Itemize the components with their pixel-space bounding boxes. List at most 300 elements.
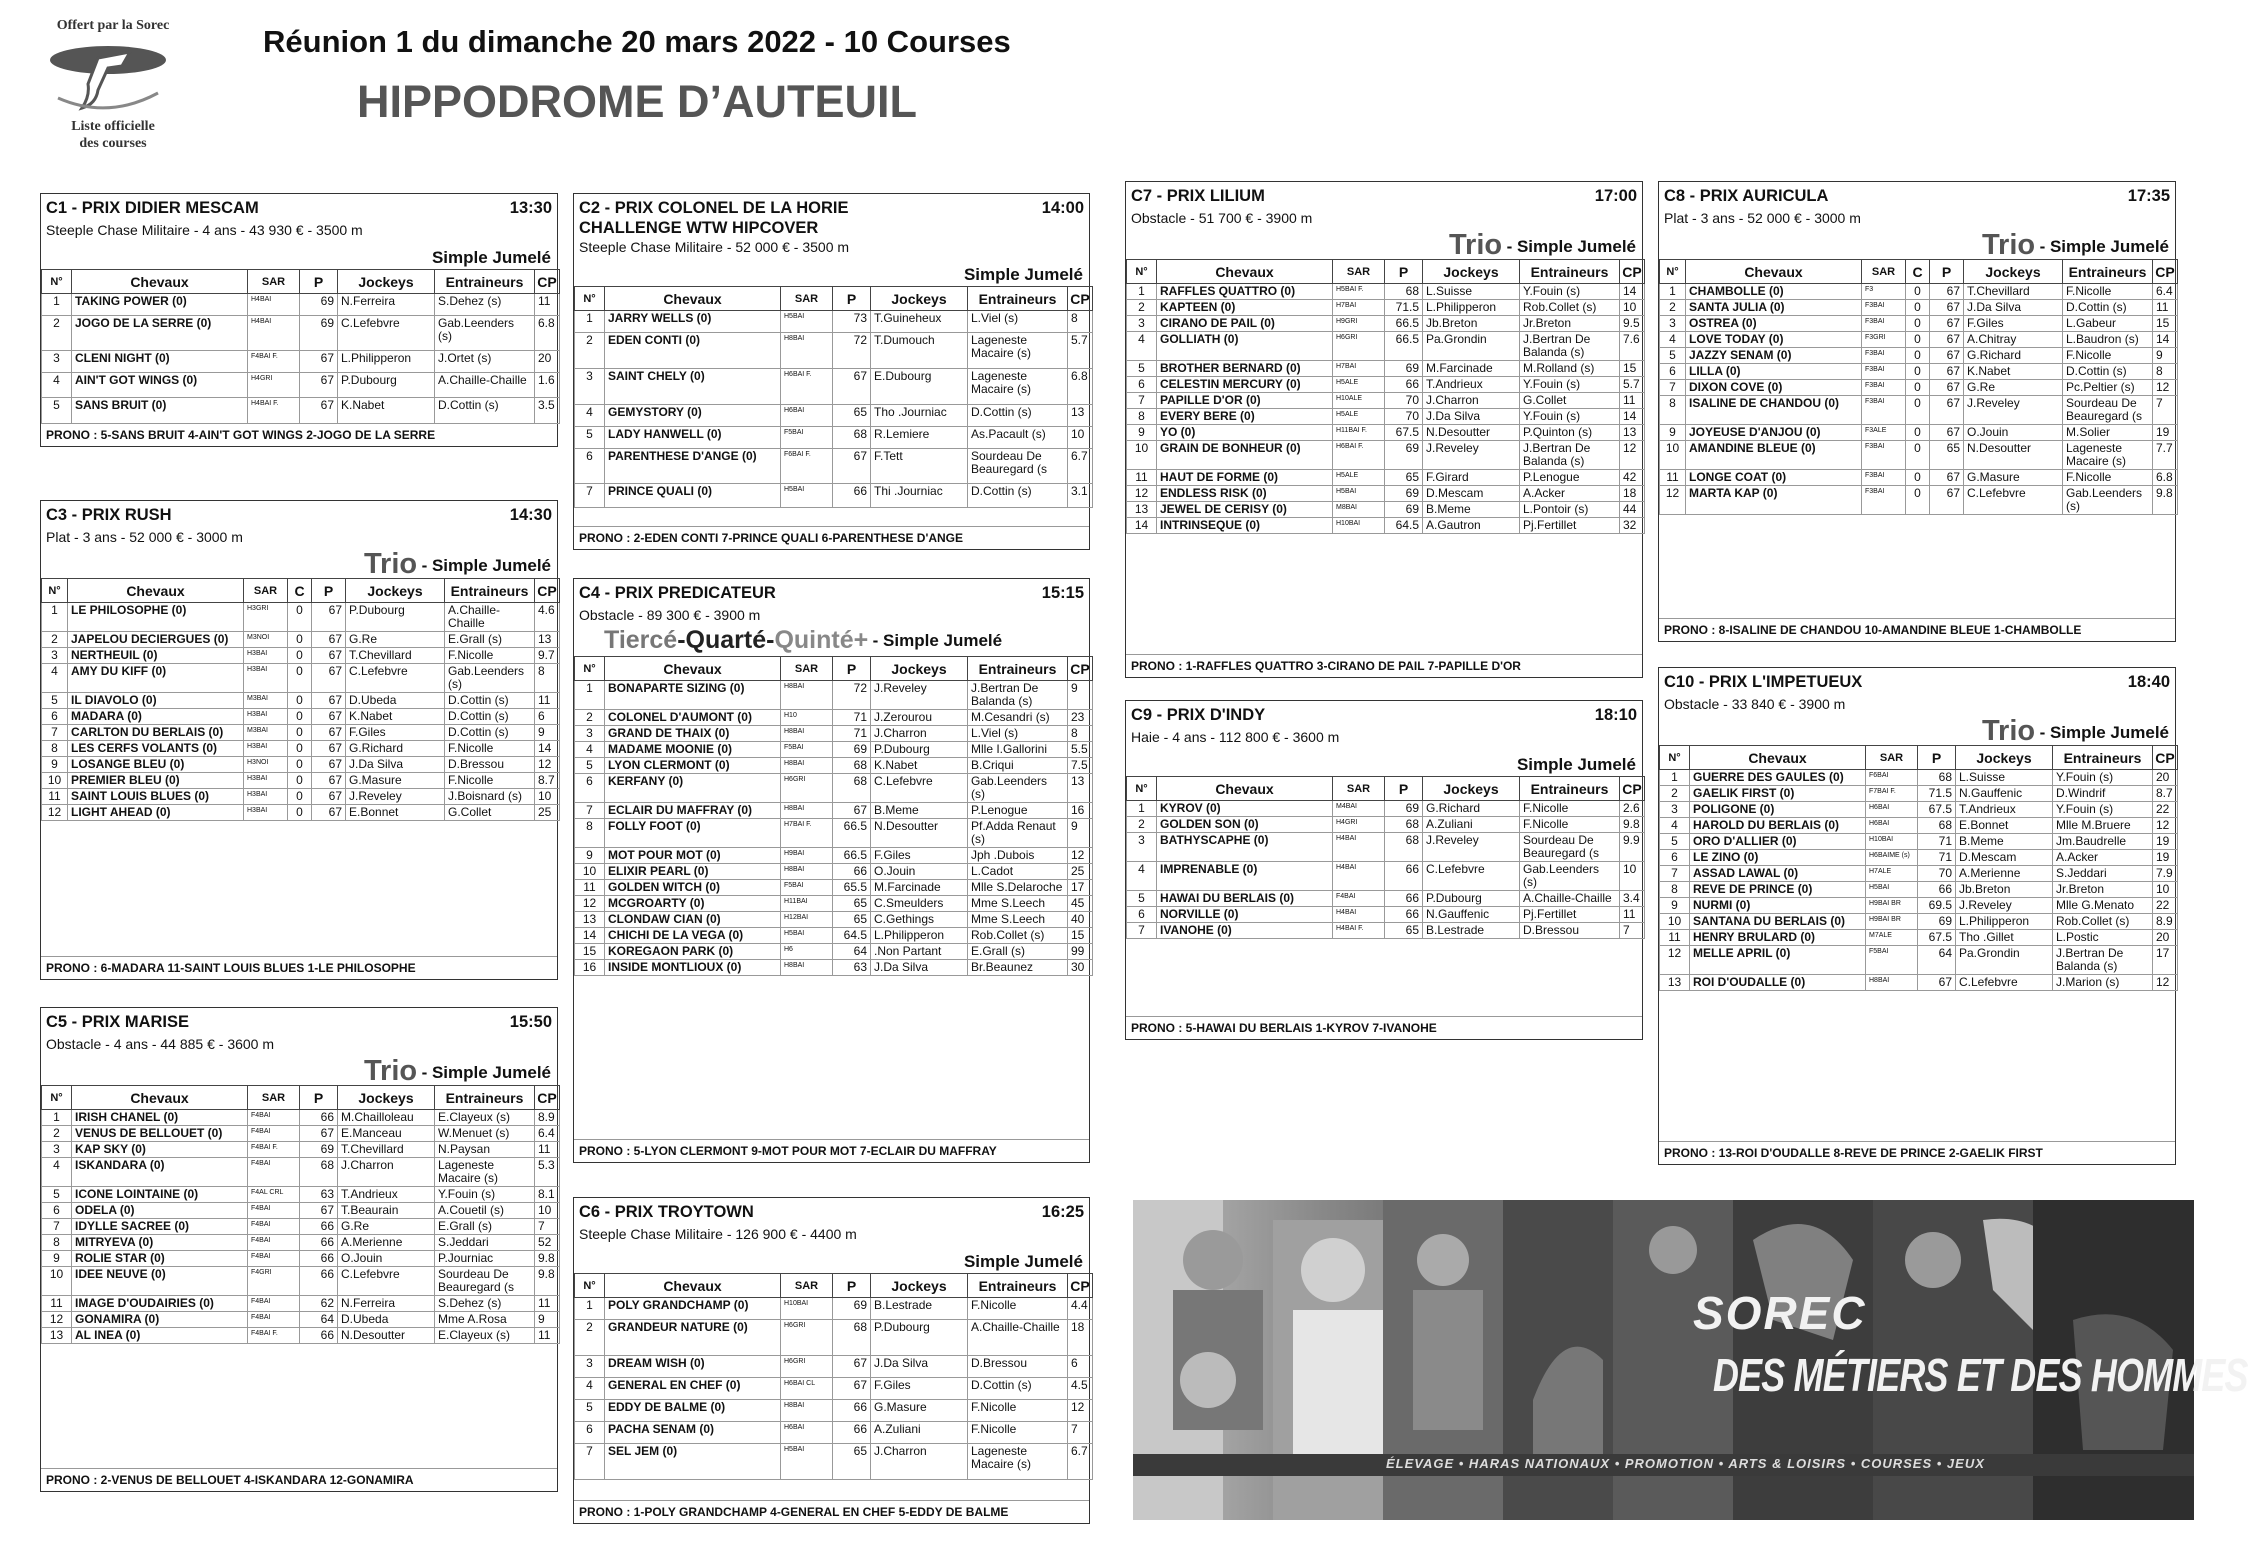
- trainer: F.Nicolle: [445, 741, 535, 757]
- sar-code: H6BAI F.: [781, 369, 833, 405]
- runner-number: 3: [42, 351, 72, 373]
- jockey: M.Farcinade: [1423, 361, 1520, 377]
- trainer: F.Nicolle: [2063, 470, 2153, 486]
- bet-types: [574, 1245, 1089, 1273]
- col-header-j: Jockeys: [338, 1086, 435, 1110]
- runner-row: [575, 1444, 1093, 1480]
- race-description: Obstacle - 4 ans - 44 885 € - 3600 m: [46, 1036, 275, 1052]
- runner-number: 10: [1127, 441, 1157, 470]
- race-name-line-2: CHALLENGE WTW HIPCOVER: [579, 219, 819, 237]
- sar-code: H6: [781, 944, 833, 960]
- c-value: 0: [288, 632, 312, 648]
- horse-name: BROTHER BERNARD (0): [1157, 361, 1333, 377]
- weight: 68: [833, 758, 871, 774]
- col-header-cp: CP: [535, 1086, 560, 1110]
- jockey: A.Chitray: [1964, 332, 2063, 348]
- runner-number: 14: [575, 928, 605, 944]
- jockey: N.Gauffenic: [1956, 786, 2053, 802]
- race-name-line: C1 - PRIX DIDIER MESCAM: [46, 199, 259, 217]
- col-header-e: Entraineurs: [968, 287, 1068, 311]
- col-header-sar: SAR: [1866, 746, 1918, 770]
- runner-number: 5: [42, 398, 72, 424]
- sar-code: H5BAI F.: [1333, 284, 1385, 300]
- trainer: A.Chaille-Chaille: [435, 373, 535, 398]
- jockey: D.Ubeda: [338, 1312, 435, 1328]
- col-header-ch: Chevaux: [72, 270, 248, 294]
- sar-code: H5BAI: [1866, 882, 1918, 898]
- odds: 10: [1620, 862, 1645, 891]
- jockey: A.Zuliani: [871, 1422, 968, 1444]
- trainer: Gab.Leenders (s): [2063, 486, 2153, 515]
- weight: 63: [833, 960, 871, 976]
- race-name: [46, 199, 259, 218]
- runner-number: 6: [1127, 377, 1157, 393]
- sar-code: F3: [1862, 284, 1906, 300]
- weight: 68: [833, 774, 871, 803]
- weight: 67: [1930, 396, 1964, 425]
- jockey: O.Jouin: [338, 1251, 435, 1267]
- horse-name: GOLDEN WITCH (0): [605, 880, 781, 896]
- jockey: E.Bonnet: [1956, 818, 2053, 834]
- jockey: Pa.Grondin: [1423, 332, 1520, 361]
- runner-number: 12: [1660, 486, 1686, 515]
- trainer: D.Cottin (s): [2063, 364, 2153, 380]
- header-row: [1127, 260, 1645, 284]
- runner-number: 11: [1660, 470, 1686, 486]
- runner-number: 16: [575, 960, 605, 976]
- trainer: A.Chaille-Chaille: [445, 603, 535, 632]
- horse-name: MADARA (0): [68, 709, 244, 725]
- weight: 69: [1385, 502, 1423, 518]
- runner-number: 2: [1660, 300, 1686, 316]
- runner-row: [1127, 518, 1645, 534]
- trainer: L.Pontoir (s): [1520, 502, 1620, 518]
- sar-code: F4BAI F.: [248, 351, 300, 373]
- runner-number: 4: [1660, 818, 1690, 834]
- trainer: Sourdeau De Beauregard (s: [1520, 833, 1620, 862]
- runner-number: 15: [575, 944, 605, 960]
- runner-number: 4: [1127, 332, 1157, 361]
- bet-simple-jumele: - Simple Jumelé: [421, 1063, 551, 1082]
- weight: 67: [300, 398, 338, 424]
- header-row: [575, 1274, 1093, 1298]
- runner-number: 5: [1127, 891, 1157, 907]
- col-header-p: P: [833, 657, 871, 681]
- trainer: As.Pacault (s): [968, 427, 1068, 449]
- sar-code: H4GRI: [248, 373, 300, 398]
- jockey: J.Reveley: [346, 789, 445, 805]
- horse-name: GRAIN DE BONHEUR (0): [1157, 441, 1333, 470]
- runners-table: [41, 1085, 560, 1344]
- race-name-line: C4 - PRIX PREDICATEUR: [579, 584, 776, 602]
- sar-code: H8BAI: [781, 726, 833, 742]
- runner-row: [1127, 817, 1645, 833]
- runner-row: [1127, 907, 1645, 923]
- banner-tagline: ÉLEVAGE • HARAS NATIONAUX • PROMOTION • ARTS & LOISIRS • COURSES • JEUX: [1386, 1456, 1985, 1471]
- odds: 99: [1068, 944, 1093, 960]
- horse-name: GRAND DE THAIX (0): [605, 726, 781, 742]
- weight: 67: [312, 632, 346, 648]
- col-header-j: Jockeys: [346, 579, 445, 603]
- sar-code: H7BAI: [1333, 300, 1385, 316]
- runner-row: [1660, 975, 2178, 991]
- weight: 69: [1385, 801, 1423, 817]
- prono-line: PRONO : 6-MADARA 11-SAINT LOUIS BLUES 1-LE PHILOSOPHE: [41, 956, 557, 979]
- sar-code: H5BAI: [781, 928, 833, 944]
- race-time: 17:00: [1594, 187, 1637, 205]
- weight: 67: [1930, 300, 1964, 316]
- trainer: Y.Fouin (s): [1520, 284, 1620, 300]
- race-time: 18:40: [2127, 673, 2170, 691]
- horse-name: PACHA SENAM (0): [605, 1422, 781, 1444]
- c-value: 0: [288, 725, 312, 741]
- runner-number: 13: [1127, 502, 1157, 518]
- jockey: B.Meme: [871, 803, 968, 819]
- sar-code: H6BAI: [781, 1422, 833, 1444]
- sar-code: F6BAI: [1866, 770, 1918, 786]
- runner-row: [1127, 332, 1645, 361]
- runner-row: [1127, 891, 1645, 907]
- c-value: 0: [1906, 396, 1930, 425]
- sar-code: F3BAI: [1862, 348, 1906, 364]
- horse-name: NERTHEUIL (0): [68, 648, 244, 664]
- weight: 68: [1918, 770, 1956, 786]
- jockey: J.Charron: [871, 726, 968, 742]
- trainer: Y.Fouin (s): [1520, 409, 1620, 425]
- c-value: 0: [1906, 380, 1930, 396]
- trainer: L.Postic: [2053, 930, 2153, 946]
- trainer: E.Grall (s): [435, 1219, 535, 1235]
- c-value: 0: [288, 741, 312, 757]
- jockey: F.Giles: [346, 725, 445, 741]
- runner-row: [1127, 393, 1645, 409]
- weight: 66: [1385, 377, 1423, 393]
- jockey: Tho .Journiac: [871, 405, 968, 427]
- jockey: G.Re: [1964, 380, 2063, 396]
- horse-name: PRINCE QUALI (0): [605, 484, 781, 508]
- col-header-c: C: [288, 579, 312, 603]
- header-row: [42, 270, 560, 294]
- sar-code: M7ALE: [1866, 930, 1918, 946]
- runner-row: [1127, 502, 1645, 518]
- sar-code: H12BAI: [781, 912, 833, 928]
- runners-table: [1659, 259, 2178, 515]
- trainer: Rob.Collet (s): [2053, 914, 2153, 930]
- jockey: L.Philipperon: [1956, 914, 2053, 930]
- sar-code: H3BAI: [244, 709, 288, 725]
- race-name-line: C7 - PRIX LILIUM: [1131, 187, 1265, 205]
- banner-slogan: DES MÉTIERS ET DES HOMMES: [1713, 1349, 2248, 1401]
- weight: 72: [833, 333, 871, 369]
- col-header-e: Entraineurs: [2053, 746, 2153, 770]
- runner-number: 10: [1660, 441, 1686, 470]
- trainer: S.Dehez (s): [435, 1296, 535, 1312]
- runner-row: [1660, 316, 2178, 332]
- sar-code: F4BAI: [1333, 891, 1385, 907]
- trainer: Jph .Dubois: [968, 848, 1068, 864]
- jockey: J.Da Silva: [1964, 300, 2063, 316]
- trainer: Br.Beaunez: [968, 960, 1068, 976]
- runner-number: 1: [1660, 284, 1686, 300]
- sar-code: H5BAI: [781, 311, 833, 333]
- runner-number: 1: [575, 311, 605, 333]
- jockey: M.Chailloleau: [338, 1110, 435, 1126]
- weight: 67: [833, 1378, 871, 1400]
- horse-name: JOYEUSE D'ANJOU (0): [1686, 425, 1862, 441]
- odds: 40: [1068, 912, 1093, 928]
- sar-code: H8BAI: [781, 1400, 833, 1422]
- odds: 12: [2153, 380, 2178, 396]
- jockey: O.Jouin: [871, 864, 968, 880]
- horse-name: KAPTEEN (0): [1157, 300, 1333, 316]
- bet-types: [1659, 715, 2175, 745]
- prono-line: PRONO : 8-ISALINE DE CHANDOU 10-AMANDINE BLEUE 1-CHAMBOLLE: [1659, 618, 2175, 641]
- race-header: [41, 1008, 557, 1033]
- runner-row: [1660, 802, 2178, 818]
- horse-name: CLONDAW CIAN (0): [605, 912, 781, 928]
- horse-name: LES CERFS VOLANTS (0): [68, 741, 244, 757]
- col-header-n: N°: [1660, 260, 1686, 284]
- c-value: 0: [288, 648, 312, 664]
- runner-number: 2: [575, 1320, 605, 1356]
- odds: 42: [1620, 470, 1645, 486]
- trainer: F.Nicolle: [1520, 801, 1620, 817]
- runner-row: [1660, 441, 2178, 470]
- sar-code: H5ALE: [1333, 409, 1385, 425]
- horse-name: MARTA KAP (0): [1686, 486, 1862, 515]
- bet-trio: Trio: [1448, 229, 1503, 261]
- horse-name: GENERAL EN CHEF (0): [605, 1378, 781, 1400]
- sar-code: F3BAI: [1862, 364, 1906, 380]
- runner-row: [575, 848, 1093, 864]
- weight: 67: [312, 648, 346, 664]
- runner-number: 8: [42, 741, 68, 757]
- runner-row: [1127, 441, 1645, 470]
- runner-row: [42, 1235, 560, 1251]
- odds: 13: [1068, 774, 1093, 803]
- trainer: G.Collet: [1520, 393, 1620, 409]
- jockey: N.Desoutter: [338, 1328, 435, 1344]
- trainer: N.Paysan: [435, 1142, 535, 1158]
- weight: 67: [312, 664, 346, 693]
- col-header-e: Entraineurs: [445, 579, 535, 603]
- sar-code: M3BAI: [244, 693, 288, 709]
- odds: 12: [2153, 975, 2178, 991]
- jockey: N.Ferreira: [338, 294, 435, 316]
- sar-code: H4GRI: [1333, 817, 1385, 833]
- runner-row: [42, 351, 560, 373]
- horse-name: ORO D'ALLIER (0): [1690, 834, 1866, 850]
- horse-name: AMY DU KIFF (0): [68, 664, 244, 693]
- runner-number: 7: [1127, 923, 1157, 939]
- sar-code: M8BAI: [1333, 502, 1385, 518]
- horse-name: LE PHILOSOPHE (0): [68, 603, 244, 632]
- bet-types: [41, 548, 557, 578]
- sar-code: H6GRI: [781, 1356, 833, 1378]
- weight: 66: [300, 1328, 338, 1344]
- sar-code: F4BAI: [248, 1126, 300, 1142]
- weight: 65: [1385, 923, 1423, 939]
- sar-code: F4BAI: [248, 1219, 300, 1235]
- sar-code: F4AL CRL: [248, 1187, 300, 1203]
- runner-number: 3: [1127, 833, 1157, 862]
- runner-number: 6: [1127, 907, 1157, 923]
- weight: 71.5: [1918, 786, 1956, 802]
- runner-row: [575, 1356, 1093, 1378]
- sar-code: H4BAI F.: [1333, 923, 1385, 939]
- trainer: Pc.Peltier (s): [2063, 380, 2153, 396]
- odds: 9.5: [1620, 316, 1645, 332]
- odds: 15: [2153, 316, 2178, 332]
- trainer: F.Nicolle: [445, 648, 535, 664]
- weight: 67: [312, 709, 346, 725]
- weight: 64: [300, 1312, 338, 1328]
- jockey: C.Lefebvre: [1964, 486, 2063, 515]
- c-value: 0: [288, 757, 312, 773]
- col-header-p: P: [300, 270, 338, 294]
- col-header-c: C: [1906, 260, 1930, 284]
- jockey: T.Guineheux: [871, 311, 968, 333]
- jockey: G.Masure: [346, 773, 445, 789]
- jockey: O.Jouin: [1964, 425, 2063, 441]
- col-header-sar: SAR: [1333, 777, 1385, 801]
- sar-code: H6BAI CL: [781, 1378, 833, 1400]
- runner-row: [1660, 770, 2178, 786]
- race-time: 14:30: [509, 506, 552, 524]
- runner-number: 8: [575, 819, 605, 848]
- logo-bottom-text-2: des courses: [79, 136, 147, 151]
- sar-code: H9GRI: [1333, 316, 1385, 332]
- jockey: B.Meme: [1956, 834, 2053, 850]
- jockey: C.Gethings: [871, 912, 968, 928]
- jockey: J.Charron: [1423, 393, 1520, 409]
- runner-row: [575, 710, 1093, 726]
- horse-name: JAPELOU DECIERGUES (0): [68, 632, 244, 648]
- weight: 67: [312, 603, 346, 632]
- horse-name: LILLA (0): [1686, 364, 1862, 380]
- horse-name: IMAGE D'OUDAIRIES (0): [72, 1296, 248, 1312]
- col-header-j: Jockeys: [871, 1274, 968, 1298]
- runner-row: [575, 880, 1093, 896]
- jockey: L.Philipperon: [338, 351, 435, 373]
- odds: 8.1: [535, 1187, 560, 1203]
- runner-row: [1127, 284, 1645, 300]
- runner-row: [42, 632, 560, 648]
- col-header-n: N°: [1127, 777, 1157, 801]
- weight: 65: [833, 896, 871, 912]
- race-header: [574, 194, 1089, 236]
- horse-name: GEMYSTORY (0): [605, 405, 781, 427]
- bet-simple-jumele: Simple Jumelé: [963, 1252, 1083, 1271]
- jockey: Tho .Gillet: [1956, 930, 2053, 946]
- sar-code: H7BAI: [1333, 361, 1385, 377]
- runners-table: [1659, 745, 2178, 991]
- weight: 67.5: [1918, 802, 1956, 818]
- horse-name: ICONE LOINTAINE (0): [72, 1187, 248, 1203]
- runner-number: 8: [42, 1235, 72, 1251]
- runner-number: 5: [42, 1187, 72, 1203]
- jockey: C.Lefebvre: [871, 774, 968, 803]
- runner-number: 3: [1127, 316, 1157, 332]
- horse-name: LIGHT AHEAD (0): [68, 805, 244, 821]
- race-time: 14:00: [1041, 199, 1084, 217]
- horse-name: VENUS DE BELLOUET (0): [72, 1126, 248, 1142]
- trainer: Gab.Leenders (s): [968, 774, 1068, 803]
- trainer: F.Nicolle: [2063, 348, 2153, 364]
- sar-code: H6BAI: [1866, 802, 1918, 818]
- weight: 67: [300, 351, 338, 373]
- horse-name: SAINT CHELY (0): [605, 369, 781, 405]
- odds: 11: [535, 1296, 560, 1312]
- col-header-ch: Chevaux: [1157, 777, 1333, 801]
- runner-number: 6: [575, 449, 605, 484]
- runner-number: 4: [1127, 862, 1157, 891]
- bet-types: [574, 626, 1089, 656]
- trainer: Gab.Leenders (s): [435, 316, 535, 351]
- weight: 67: [300, 1126, 338, 1142]
- col-header-j: Jockeys: [1964, 260, 2063, 284]
- race-time: 18:10: [1594, 706, 1637, 724]
- horse-name: GONAMIRA (0): [72, 1312, 248, 1328]
- weight: 65: [1385, 470, 1423, 486]
- trainer: G.Collet: [445, 805, 535, 821]
- runner-row: [575, 1320, 1093, 1356]
- runner-row: [1660, 866, 2178, 882]
- sar-code: H4BAI: [248, 294, 300, 316]
- col-header-e: Entraineurs: [435, 270, 535, 294]
- jockey: Thi .Journiac: [871, 484, 968, 508]
- odds: 19: [2153, 834, 2178, 850]
- c-value: 0: [288, 603, 312, 632]
- weight: 73: [833, 311, 871, 333]
- sar-code: H5BAI: [781, 484, 833, 508]
- weight: 71: [1918, 850, 1956, 866]
- c-value: 0: [288, 805, 312, 821]
- weight: 67: [1930, 316, 1964, 332]
- odds: 18: [1068, 1320, 1093, 1356]
- trainer: P.Quinton (s): [1520, 425, 1620, 441]
- race-name-line: C3 - PRIX RUSH: [46, 506, 172, 524]
- sar-code: F4BAI: [248, 1312, 300, 1328]
- bet-trio: Trio: [1981, 229, 2036, 261]
- jockey: B.Lestrade: [1423, 923, 1520, 939]
- sar-code: F4BAI: [248, 1203, 300, 1219]
- race-description: Steeple Chase Militaire - 52 000 € - 3500 m: [579, 239, 850, 255]
- horse-name: POLY GRANDCHAMP (0): [605, 1298, 781, 1320]
- runner-row: [1660, 818, 2178, 834]
- race-name: [579, 1203, 754, 1222]
- odds: 5.7: [1620, 377, 1645, 393]
- trainer: L.Viel (s): [968, 726, 1068, 742]
- runner-number: 3: [1660, 802, 1690, 818]
- sar-code: M3NOI: [244, 632, 288, 648]
- odds: 6: [1068, 1356, 1093, 1378]
- sar-code: F4BAI: [248, 1296, 300, 1312]
- runner-row: [575, 333, 1093, 369]
- runner-row: [1660, 332, 2178, 348]
- col-header-p: P: [1930, 260, 1964, 284]
- trainer: L.Cadot: [968, 864, 1068, 880]
- runner-row: [1660, 486, 2178, 515]
- runner-number: 7: [1660, 380, 1686, 396]
- horse-name: YO (0): [1157, 425, 1333, 441]
- odds: 7: [535, 1219, 560, 1235]
- odds: 9.8: [2153, 486, 2178, 515]
- col-header-cp: CP: [2153, 746, 2178, 770]
- weight: 66.5: [833, 848, 871, 864]
- odds: 12: [1068, 848, 1093, 864]
- horse-name: MELLE APRIL (0): [1690, 946, 1866, 975]
